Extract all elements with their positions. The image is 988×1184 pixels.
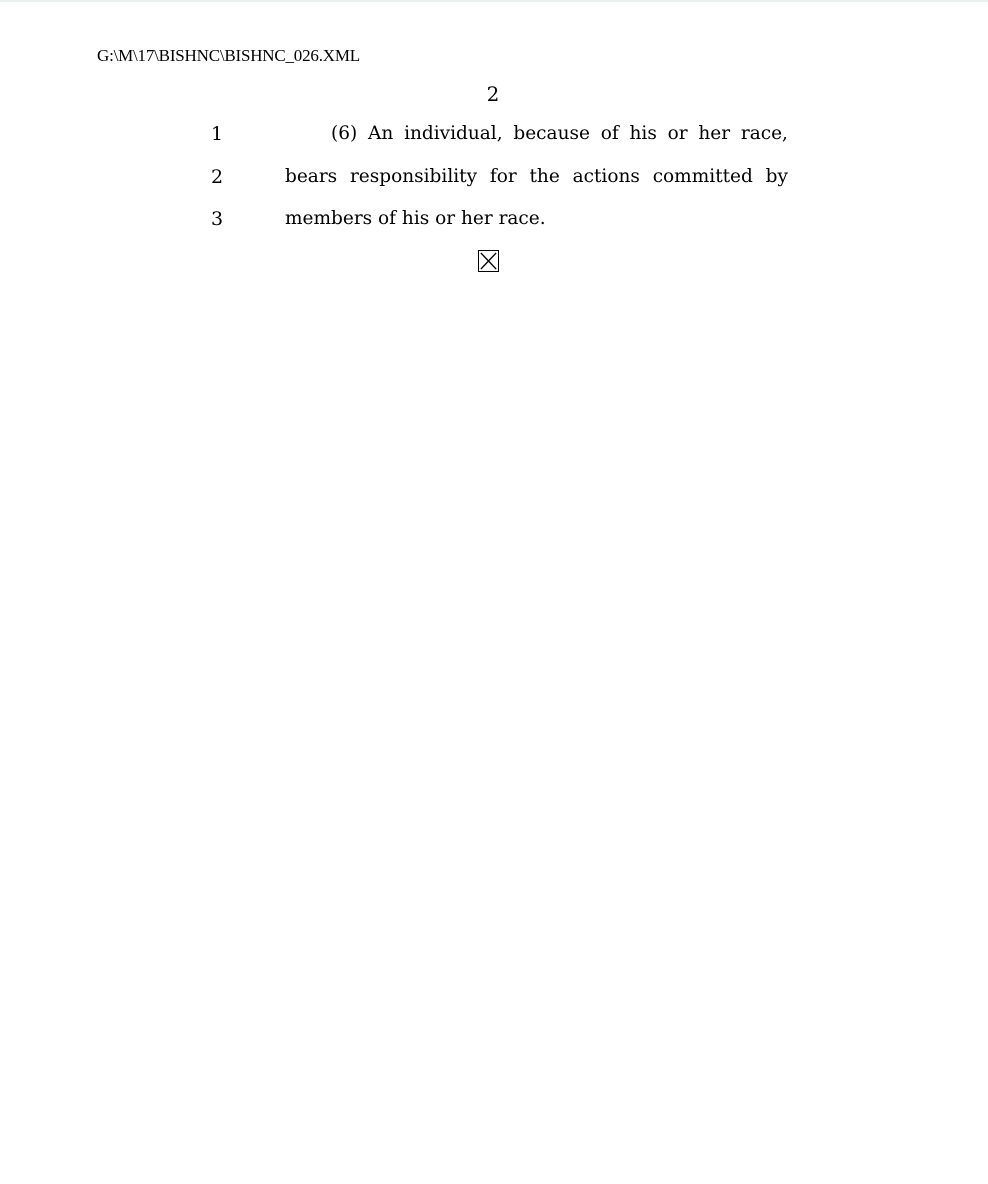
word: bears <box>285 166 338 187</box>
word: or <box>667 123 688 144</box>
word: race, <box>740 123 788 144</box>
word: by <box>765 166 788 187</box>
word: because <box>513 123 590 144</box>
line-number: 1 <box>210 123 224 145</box>
line-number: 2 <box>210 166 224 188</box>
line-number: 3 <box>210 208 224 230</box>
text-line: members of his or her race. <box>285 208 546 229</box>
page-number: 2 <box>486 82 500 106</box>
word: for <box>489 166 517 187</box>
word: his <box>629 123 657 144</box>
text-line <box>331 121 788 147</box>
text-line <box>285 164 788 190</box>
top-border-rule <box>0 0 988 2</box>
word: actions <box>572 166 640 187</box>
word: committed <box>652 166 753 187</box>
word: her <box>698 123 731 144</box>
word: of <box>600 123 619 144</box>
word: individual, <box>404 123 503 144</box>
word: responsibility <box>349 166 478 187</box>
word: the <box>529 166 560 187</box>
word: An <box>368 123 394 144</box>
boxed-x-end-mark-icon <box>478 250 499 272</box>
word: (6) <box>331 123 358 144</box>
file-path-header: G:\M\17\BISHNC\BISHNC_026.XML <box>97 46 360 65</box>
